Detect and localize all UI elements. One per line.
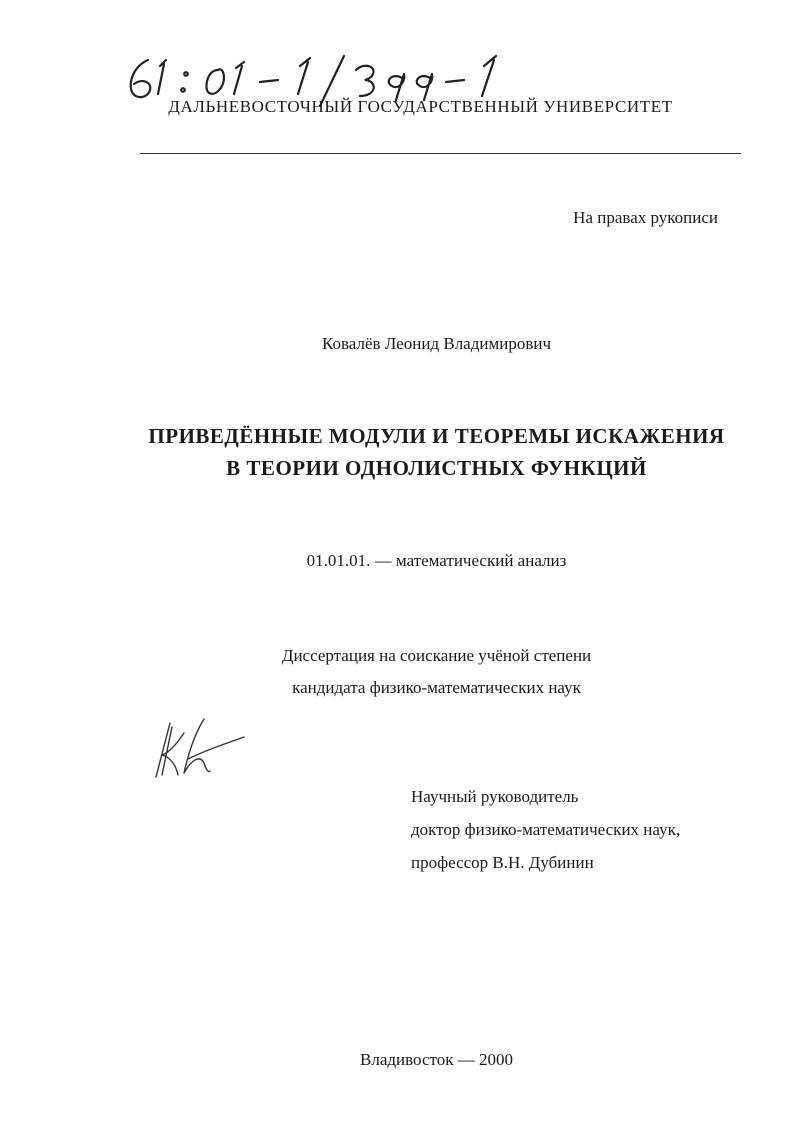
dissertation-degree xyxy=(0,640,793,704)
degree-line-2: кандидата физико-математических наук xyxy=(292,678,581,697)
horizontal-rule xyxy=(140,153,741,154)
supervisor-line-3: профессор В.Н. Дубинин xyxy=(411,853,594,872)
title-line-1: ПРИВЕДЁННЫЕ МОДУЛИ И ТЕОРЕМЫ ИСКАЖЕНИЯ xyxy=(148,424,725,448)
dissertation-title xyxy=(0,420,793,484)
supervisor-line-2: доктор физико-математических наук, xyxy=(411,820,681,839)
specialty-code: 01.01.01. — математический анализ xyxy=(306,551,567,570)
author-name: Ковалёв Леонид Владимирович xyxy=(322,334,551,353)
supervisor-line-1: Научный руководитель xyxy=(411,787,579,806)
university-name: ДАЛЬНЕВОСТОЧНЫЙ ГОСУДАРСТВЕННЫЙ УНИВЕРСИТЕТ xyxy=(168,97,673,116)
handwritten-signature xyxy=(148,715,248,785)
city-and-year: Владивосток — 2000 xyxy=(360,1050,513,1069)
title-line-2: В ТЕОРИИ ОДНОЛИСТНЫХ ФУНКЦИЙ xyxy=(226,456,647,480)
supervisor-block xyxy=(411,780,680,879)
rights-note: На правах рукописи xyxy=(573,208,718,227)
degree-line-1: Диссертация на соискание учёной степени xyxy=(281,646,592,665)
